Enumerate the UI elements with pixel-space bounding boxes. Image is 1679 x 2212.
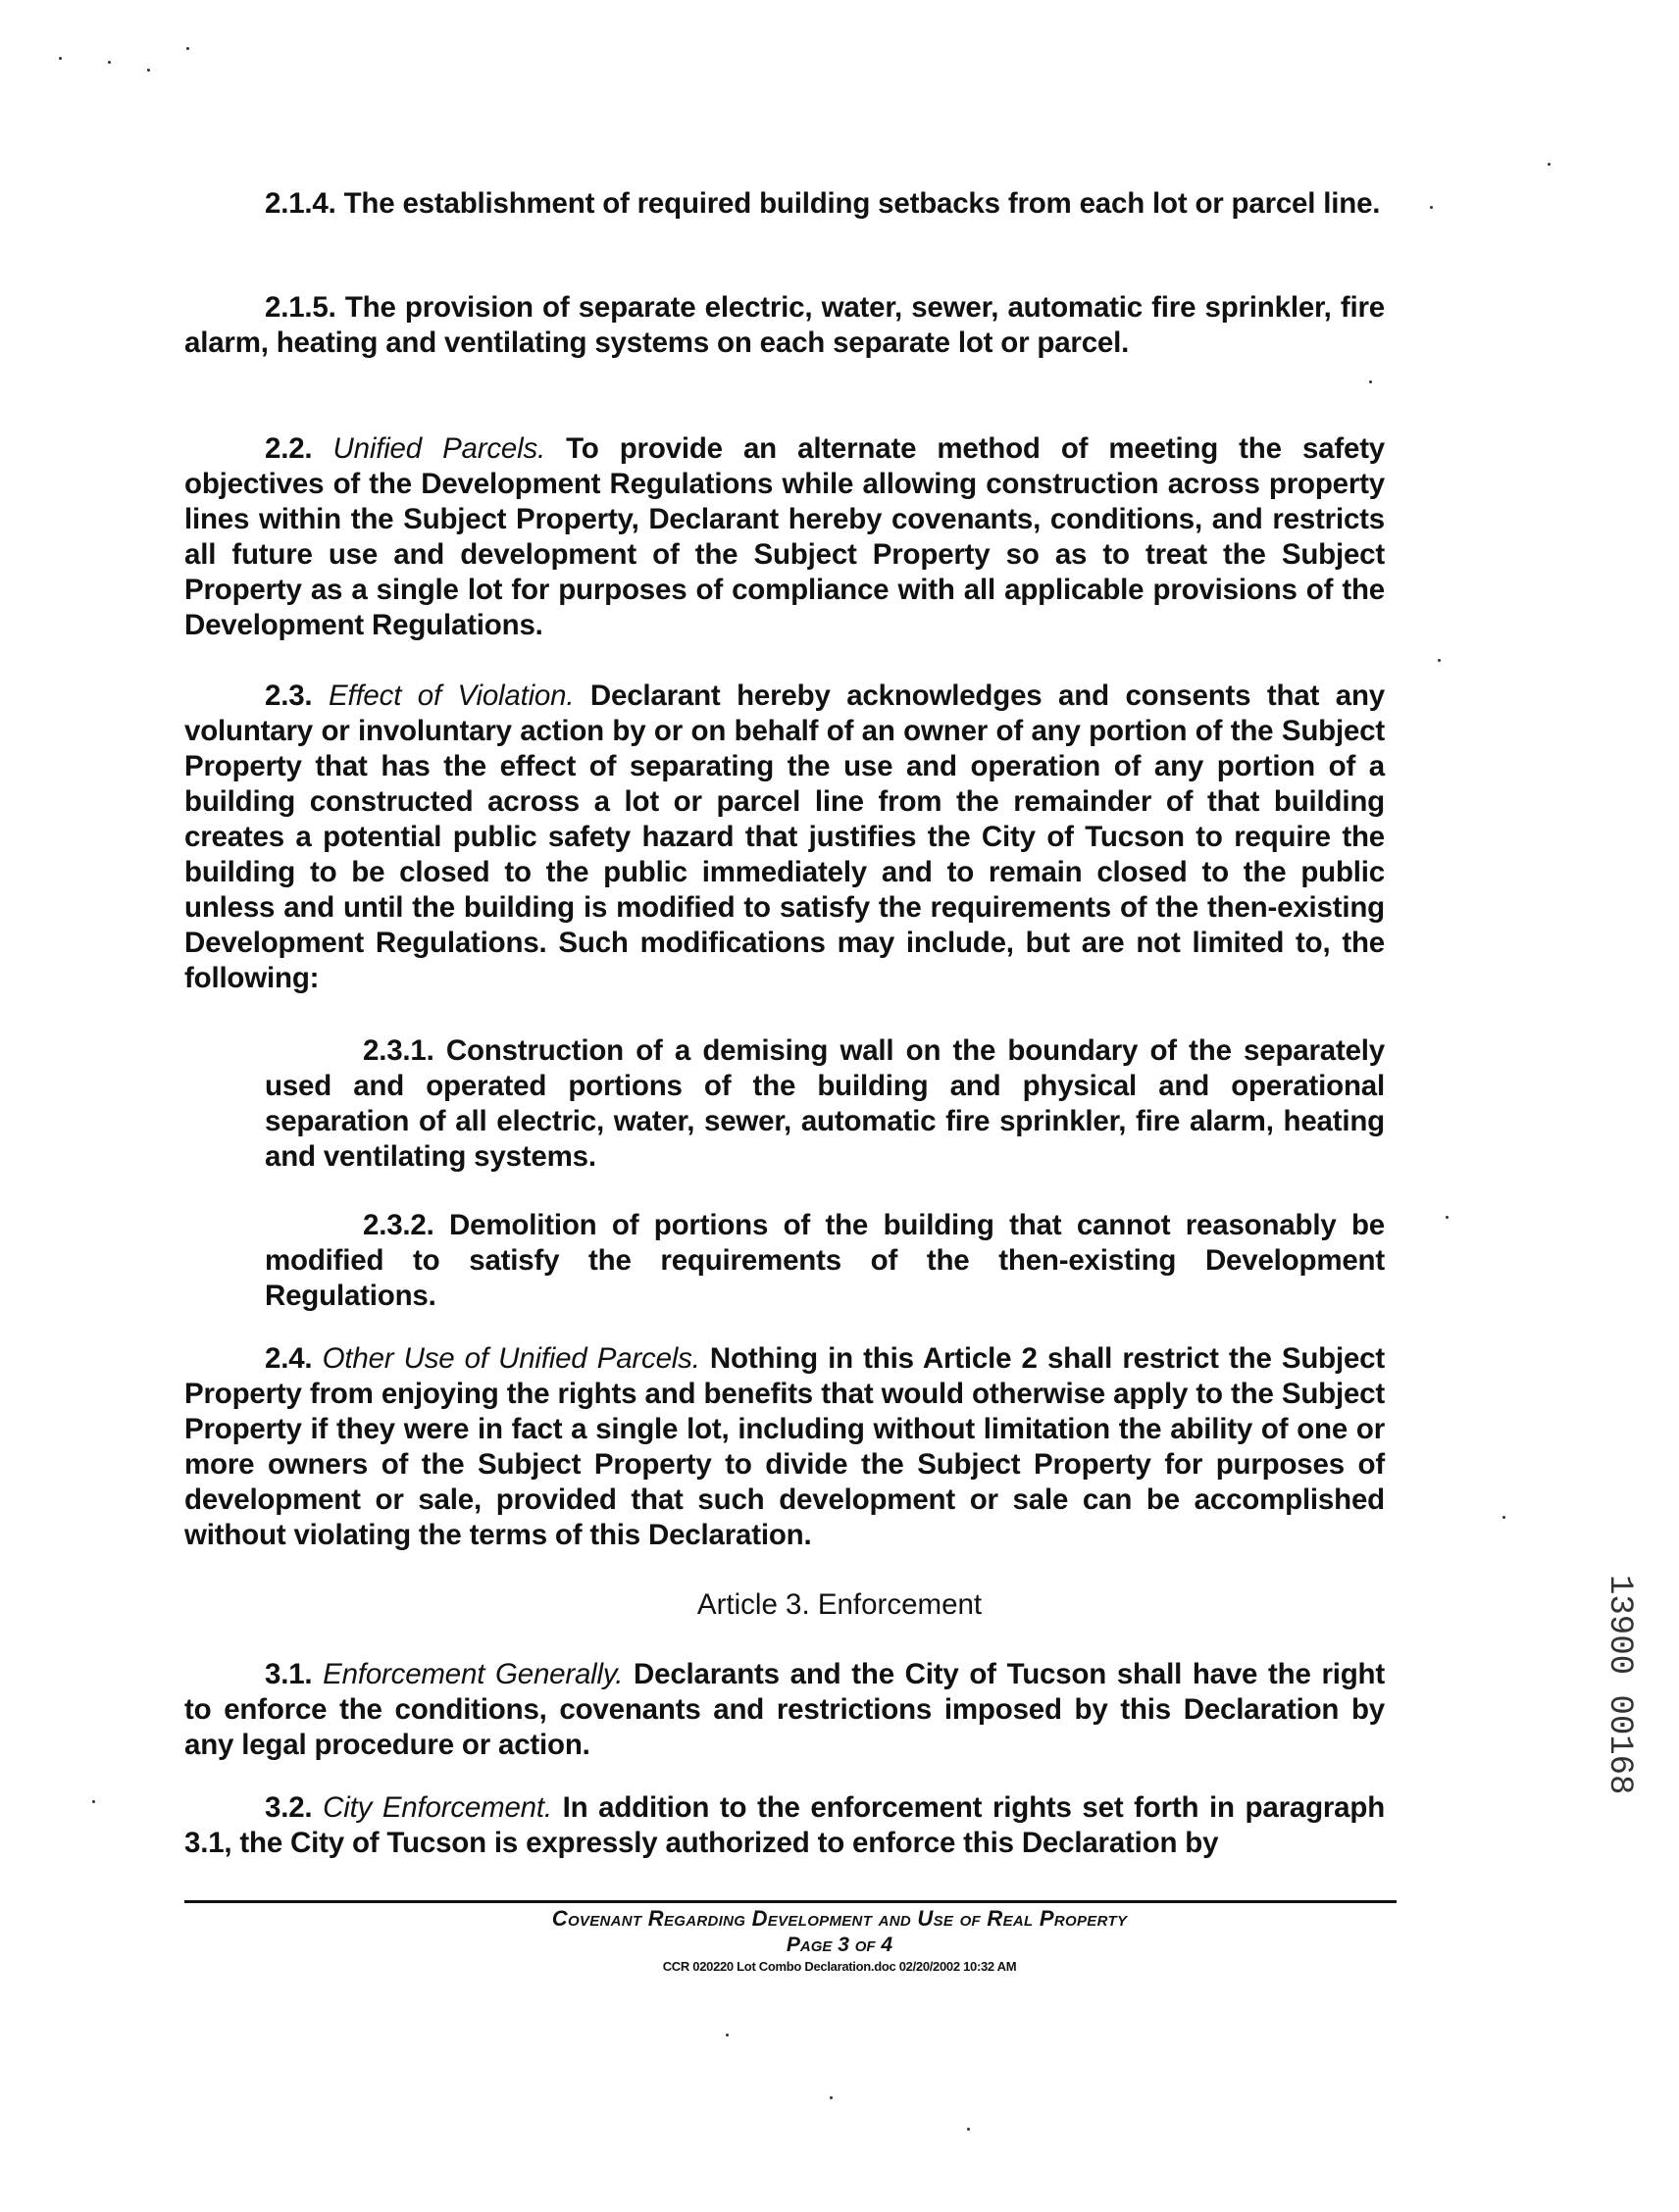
section-text: Demolition of portions of the building that cannot reasonably be modified to satisfy the requirements of the then-existing Development Regulations. — [265, 1209, 1385, 1312]
scan-speck — [967, 2128, 970, 2131]
paragraph-2-1-4 — [184, 186, 1385, 222]
scan-speck — [1369, 380, 1372, 383]
section-title: Unified Parcels. — [332, 432, 546, 465]
scan-speck — [108, 61, 111, 64]
section-text: Declarant hereby acknowledges and consents that any voluntary or involuntary action by or on behalf of an owner of any portion of the Subject Property that has the effect of separating the use and operation of any portion of a building constructed across a lot or parcel line from the remainder of that building creates a potential public safety hazard that justifies the City of Tucson to require the building to be closed to the public immediately and to remain closed to the public unless and until the building is modified to satisfy the requirements of the then-existing Development Regulations. Such modifications may include, but are not limited to, the following: — [184, 679, 1385, 994]
section-number: 3.2. — [265, 1791, 313, 1824]
section-title: City Enforcement. — [323, 1791, 552, 1824]
footer-title: Covenant Regarding Development and Use of Real Property — [551, 1906, 1128, 1931]
scan-speck — [147, 69, 150, 72]
scan-speck — [59, 57, 62, 60]
section-number: 2.2. — [265, 432, 313, 465]
paragraph-2-4 — [184, 1341, 1385, 1553]
section-text: The establishment of required building setbacks from each lot or parcel line. — [335, 187, 1381, 220]
section-number: 2.3.2. — [363, 1209, 434, 1241]
scan-speck — [726, 2034, 729, 2036]
section-number: 3.1. — [265, 1658, 313, 1690]
margin-stamp: 13900 00168 — [1601, 1575, 1638, 1795]
paragraph-2-3-1 — [265, 1033, 1385, 1175]
scan-speck — [1548, 163, 1551, 166]
paragraph-2-3-2 — [265, 1208, 1385, 1314]
scan-speck — [92, 1800, 95, 1803]
section-text: Declarants and the City of Tucson shall have the right to enforce the conditions, covenants and restrictions imposed by this Declaration by any legal procedure or action. — [184, 1658, 1385, 1761]
scan-speck — [1446, 1216, 1449, 1219]
scan-speck — [830, 2096, 833, 2099]
scan-speck — [1502, 1516, 1505, 1519]
section-number: 2.4. — [265, 1342, 313, 1375]
paragraph-3-2 — [184, 1790, 1385, 1861]
section-text: To provide an alternate method of meeting the safety objectives of the Development Regulations while allowing construction across property lines within the Subject Property, Declarant hereby covenants, conditions, and restricts all future use and development of the Subject Property so as to treat the Subject Property as a single lot for purposes of compliance with all applicable provisions of the Development Regulations. — [184, 432, 1386, 641]
section-text: Construction of a demising wall on the boundary of the separately used and operated portions of the building and physical and operational separation of all electric, water, sewer, automatic fire sprinkler, fire alarm, heating and ventilating systems. — [265, 1034, 1385, 1173]
paragraph-2-1-5 — [184, 290, 1385, 361]
section-text: Nothing in this Article 2 shall restrict the Subject Property from enjoying the rights and benefits that would otherwise apply to the Subject Property if they were in fact a single lot, including without limitation the ability of one or more owners of the Subject Property to divide the Subject Property for purposes of development or sale, provided that such development or sale can be accomplished without violating the terms of this Declaration. — [184, 1342, 1386, 1551]
section-text: The provision of separate electric, water, sewer, automatic fire sprinkler, fire alarm, heating and ventilating systems on each separate lot or parcel. — [184, 291, 1385, 359]
section-title: Other Use of Unified Parcels. — [322, 1342, 700, 1375]
article-heading: Article 3. Enforcement — [696, 1588, 983, 1621]
scan-speck — [1438, 659, 1441, 662]
footer-file-info: CCR 020220 Lot Combo Declaration.doc 02/20/2002 10:32 AM — [662, 1959, 1017, 1974]
footer-page-number: Page 3 of 4 — [786, 1934, 893, 1956]
section-number: 2.1.4. — [265, 187, 336, 220]
scan-speck — [1430, 206, 1433, 209]
section-title: Enforcement Generally. — [323, 1658, 624, 1690]
footer-divider — [184, 1900, 1397, 1903]
section-number: 2.3.1. — [363, 1034, 434, 1067]
section-text: In addition to the enforcement rights set forth in paragraph 3.1, the City of Tucson is expressly authorized to enforce this Declaration by — [184, 1791, 1386, 1859]
section-title: Effect of Violation. — [328, 679, 575, 712]
section-number: 2.3. — [265, 679, 313, 712]
scan-speck — [186, 47, 189, 50]
section-number: 2.1.5. — [265, 291, 336, 324]
paragraph-3-1 — [184, 1657, 1385, 1763]
paragraph-2-3 — [184, 679, 1385, 996]
paragraph-2-2 — [184, 431, 1385, 643]
